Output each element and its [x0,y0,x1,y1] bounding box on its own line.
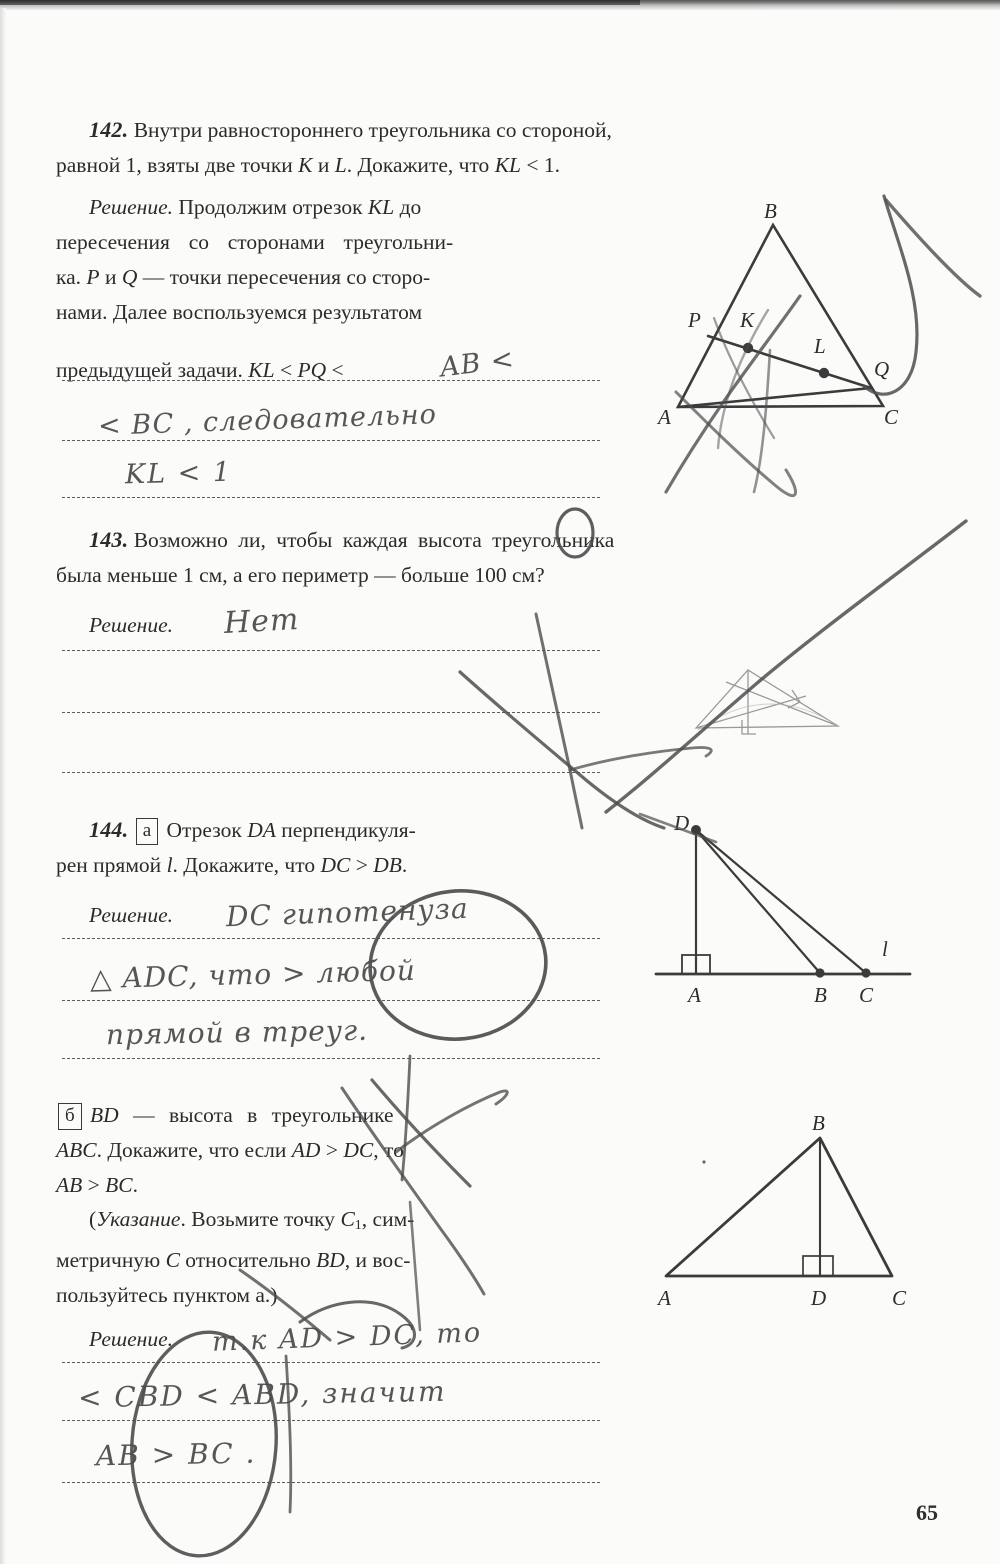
triangle-ABC-144b [666,1138,892,1276]
problem-144b-statement [56,1098,612,1203]
handwriting-144b-line-1: т.к AD > DC, то [211,1317,483,1358]
problem-144a-solution-label: Решение. [89,903,174,927]
problem-142-number: 142. [89,117,129,142]
figure-144b-label-A: A [658,1286,671,1310]
figure-144a-label-D: D [674,811,690,835]
solution-142-line-4: нами. Далее воспользуемся результатом [56,300,423,324]
answer-rule-142-3 [62,497,600,498]
problem-143-statement-line-1: Возможно ли, чтобы каждая высота треугольника [133,528,615,552]
problem-142-solution-tail [56,353,612,388]
handwriting-142-line-3: KL < 1 [124,456,233,491]
part-letter-a-box: а [136,818,158,845]
solution-142-line-2: пересечения со сторонами треугольни- [56,230,454,254]
point-L-dot [819,368,829,378]
segment-DC-144a [696,830,866,973]
figure-144b-label-B: B [812,1111,825,1135]
solution-142-line-3: ка. P и Q — точки пересечения со сторо- [56,265,431,289]
problem-144a-line-2: рен прямой l. Докажите, что DC > DB. [56,853,408,877]
part-letter-b-box: б [58,1103,82,1130]
problem-143-solution-label-wrap [56,608,173,643]
figure-144a-label-A: A [688,983,701,1007]
point-D-dot-144a [691,825,701,835]
problem-142-solution-text [56,190,612,330]
answer-rule-143-1 [62,650,600,651]
handwriting-144b-line-3: AB > BC . [95,1436,257,1473]
point-C-dot-144a [861,968,870,977]
segment-DB-144a [696,830,820,973]
handwriting-142-line-2: < BC , следовательно [97,399,438,442]
problem-144b-hint-line-3: пользуйтесь пунктом а.) [56,1283,278,1307]
handwriting-143-line-1: Нет [223,602,301,641]
problem-142-statement-line-2: равной 1, взяты две точки K и L. Докажите, что KL < 1. [56,153,561,177]
point-B-dot-144a [815,968,824,977]
figure-142-label-K: K [740,308,755,332]
problem-143-statement [56,522,910,593]
figure-144a-label-C: C [859,983,874,1007]
problem-143-statement-line-2: была меньше 1 см, а его периметр — больше 100 см? [56,563,545,587]
problem-144b-hint [56,1202,612,1313]
figure-142-label-B: B [764,199,777,223]
problem-144b-line-1: BD — высота в треугольнике [90,1103,394,1127]
problem-144b-solution-label: Решение. [89,1327,174,1351]
answer-rule-142-1 [62,380,600,381]
figure-144b-label-D: D [811,1286,827,1310]
problem-143-solution-label: Решение. [89,613,174,637]
faint-triangle-143 [696,670,838,728]
answer-rule-143-2 [62,712,600,713]
figure-142-label-A: A [658,405,671,429]
problem-142-statement [56,112,910,183]
solution-142-line-5: предыдущей задачи. KL < PQ < [56,358,344,382]
answer-rule-144a-3 [62,1058,600,1059]
faint-altitude-2 [696,696,806,728]
problem-144a-statement [56,812,612,883]
triangle-ABC-142 [678,225,883,407]
figure-142-label-Q: Q [874,357,890,381]
problem-144b-hint-line-1: (Указание. Возьмите точку $C_1$, сим- [89,1207,415,1233]
problem-144a-line-1: Отрезок DA перпендикуля- [166,818,416,842]
solution-142-line-1: Продолжим отрезок KL до [178,195,422,219]
problem-144b-line-3: AB > BC. [56,1173,139,1197]
figure-142-label-C: C [884,405,899,429]
figure-142 [636,196,966,429]
figure-144b-label-C: C [892,1286,907,1310]
answer-rule-144b-3 [62,1482,600,1483]
figure-144a-label-l: l [882,937,888,961]
handwriting-144b-line-2: < CBD < ABD, значит [77,1374,447,1415]
answer-rule-144a-1 [62,938,600,939]
faint-altitude-3 [726,682,838,726]
problem-144-number: 144. [89,817,129,842]
problem-144b-solution-label-wrap [56,1322,173,1357]
handwriting-144a-line-3: прямой в треуг. [105,1013,369,1052]
page-number: 65 [916,1500,938,1525]
handwriting-144a-line-1: DC гипотенуза [225,891,470,934]
handwriting-142-line-1: AB < [438,343,517,384]
problem-143-number: 143. [89,527,129,552]
problem-144b-hint-line-2: метричную C относительно BD, и вос- [56,1248,411,1272]
figure-144b [648,1108,948,1313]
figure-144a-label-B: B [814,983,827,1007]
problem-142-statement-line-1: Внутри равностороннего треугольника со стороной, [133,118,612,142]
figure-142-label-L: L [814,334,826,358]
figure-144a [648,812,948,1022]
answer-rule-144a-2 [62,1000,600,1001]
segment-AQ-142 [678,388,871,407]
answer-rule-144b-2 [62,1420,600,1421]
answer-rule-143-3 [62,772,600,773]
figure-142-label-P: P [688,308,701,332]
handwriting-144a-line-2: △ ADC, что > любой [89,953,417,996]
problem-144a-solution-label-wrap [56,898,173,933]
problem-144b-line-2: ABC. Докажите, что если AD > DC, то [56,1138,404,1162]
figure-143 [688,640,878,750]
answer-rule-144b-1 [62,1362,600,1363]
right-angle-mark-144b [803,1256,833,1276]
problem-142-solution-label: Решение. [89,195,174,219]
point-K-dot [743,343,753,353]
stray-speck-144b [702,1160,705,1163]
